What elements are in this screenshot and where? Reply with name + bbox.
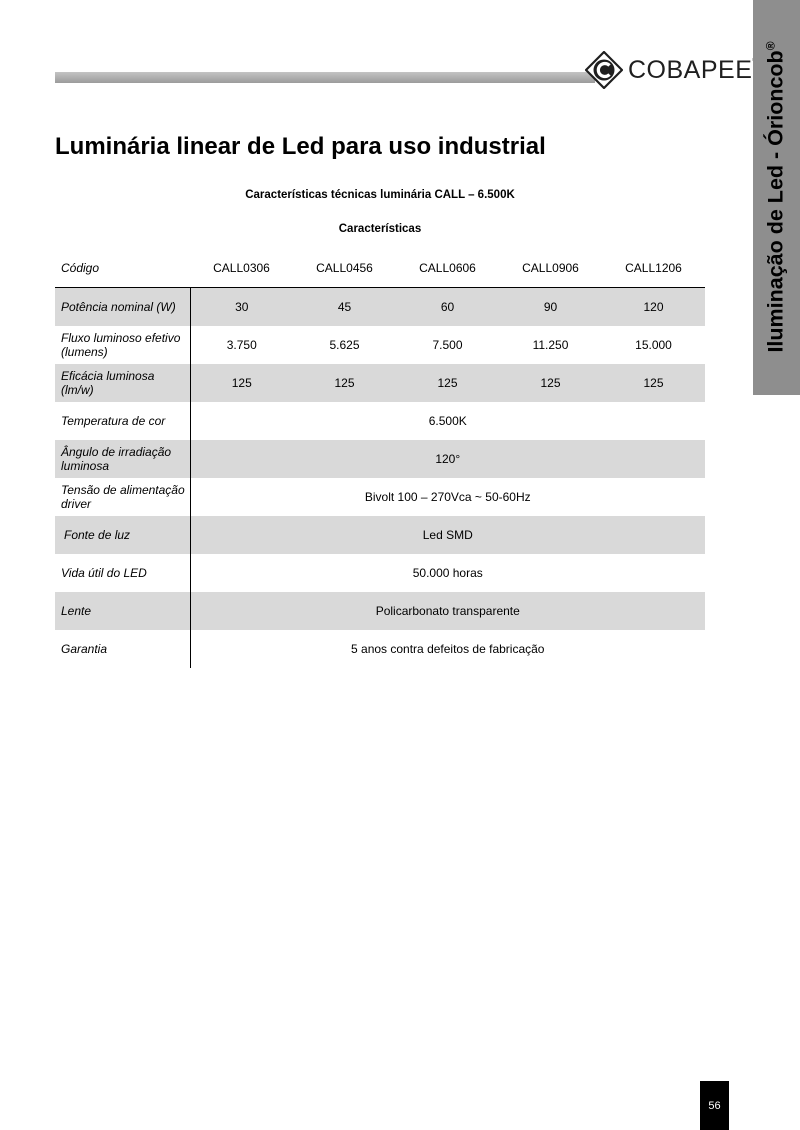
table-row: [55, 516, 705, 554]
cell-value: 11.250: [532, 338, 569, 352]
table-row: [55, 440, 705, 478]
header-label: Código: [55, 249, 190, 288]
cell-value: 6.500K: [428, 414, 467, 428]
cell-value: 15.000: [635, 338, 672, 352]
cell-value: 120°: [190, 440, 705, 478]
spec-table: [55, 249, 705, 668]
header-bar: [55, 72, 595, 83]
table-row: [55, 402, 705, 440]
row-label: Ângulo de irradiação luminosa: [55, 440, 190, 478]
cell-value: 90: [499, 288, 602, 327]
table-header-row: [55, 249, 705, 288]
cell-value: 60: [396, 288, 499, 327]
model-code: CALL0606: [396, 249, 499, 288]
cell-value: 125: [190, 364, 293, 402]
cell-value: 125: [293, 364, 396, 402]
cell-value: 50.000 horas: [412, 566, 483, 580]
row-label: Lente: [55, 592, 190, 630]
cell-value: Policarbonato transparente: [190, 592, 705, 630]
table-row: [55, 326, 705, 364]
brand-name: COBAPEE: [628, 55, 753, 84]
table-row: [55, 364, 705, 402]
row-label: Potência nominal (W): [55, 288, 190, 327]
table-row: [55, 288, 705, 327]
row-label: Vida útil do LED: [55, 554, 190, 592]
row-label: Fluxo luminoso efetivo (lumens): [55, 326, 190, 364]
table-subtitle: Características técnicas luminária CALL – 6.500K: [245, 189, 515, 201]
cell-value: 45: [293, 288, 396, 327]
brand-logo: [585, 50, 757, 90]
model-code: CALL0456: [293, 249, 396, 288]
cell-value: 125: [499, 364, 602, 402]
model-code: CALL0306: [190, 249, 293, 288]
model-code: CALL0906: [499, 249, 602, 288]
page-title: Luminária linear de Led para uso industrial: [55, 133, 546, 160]
row-label: Eficácia luminosa (lm/w): [55, 364, 190, 402]
row-label: Temperatura de cor: [55, 402, 190, 440]
cell-value: 3.750: [226, 338, 257, 352]
table-row: [55, 554, 705, 592]
cell-value: 125: [602, 364, 705, 402]
cell-value: 120: [602, 288, 705, 327]
model-code: CALL1206: [602, 249, 705, 288]
table-row: [55, 592, 705, 630]
table-row: [55, 478, 705, 516]
cell-value: Bivolt 100 – 270Vca ~ 50-60Hz: [364, 490, 531, 504]
cell-value: Led SMD: [190, 516, 705, 554]
row-label: Fonte de luz: [55, 516, 190, 554]
table-row: [55, 630, 705, 668]
side-tab-label: Iluminação de Led - Órioncob®: [763, 41, 788, 353]
row-label: Garantia: [55, 630, 190, 668]
cobapee-emblem-icon: [585, 51, 623, 89]
cell-value: 7.500: [432, 338, 463, 352]
cell-value: 125: [396, 364, 499, 402]
table-heading: Características: [338, 223, 422, 235]
cell-value: 5 anos contra defeitos de fabricação: [351, 642, 545, 656]
row-label: Tensão de alimentação driver: [55, 478, 190, 516]
page-number: 56: [700, 1081, 729, 1130]
cell-value: 30: [190, 288, 293, 327]
cell-value: 5.625: [329, 338, 360, 352]
